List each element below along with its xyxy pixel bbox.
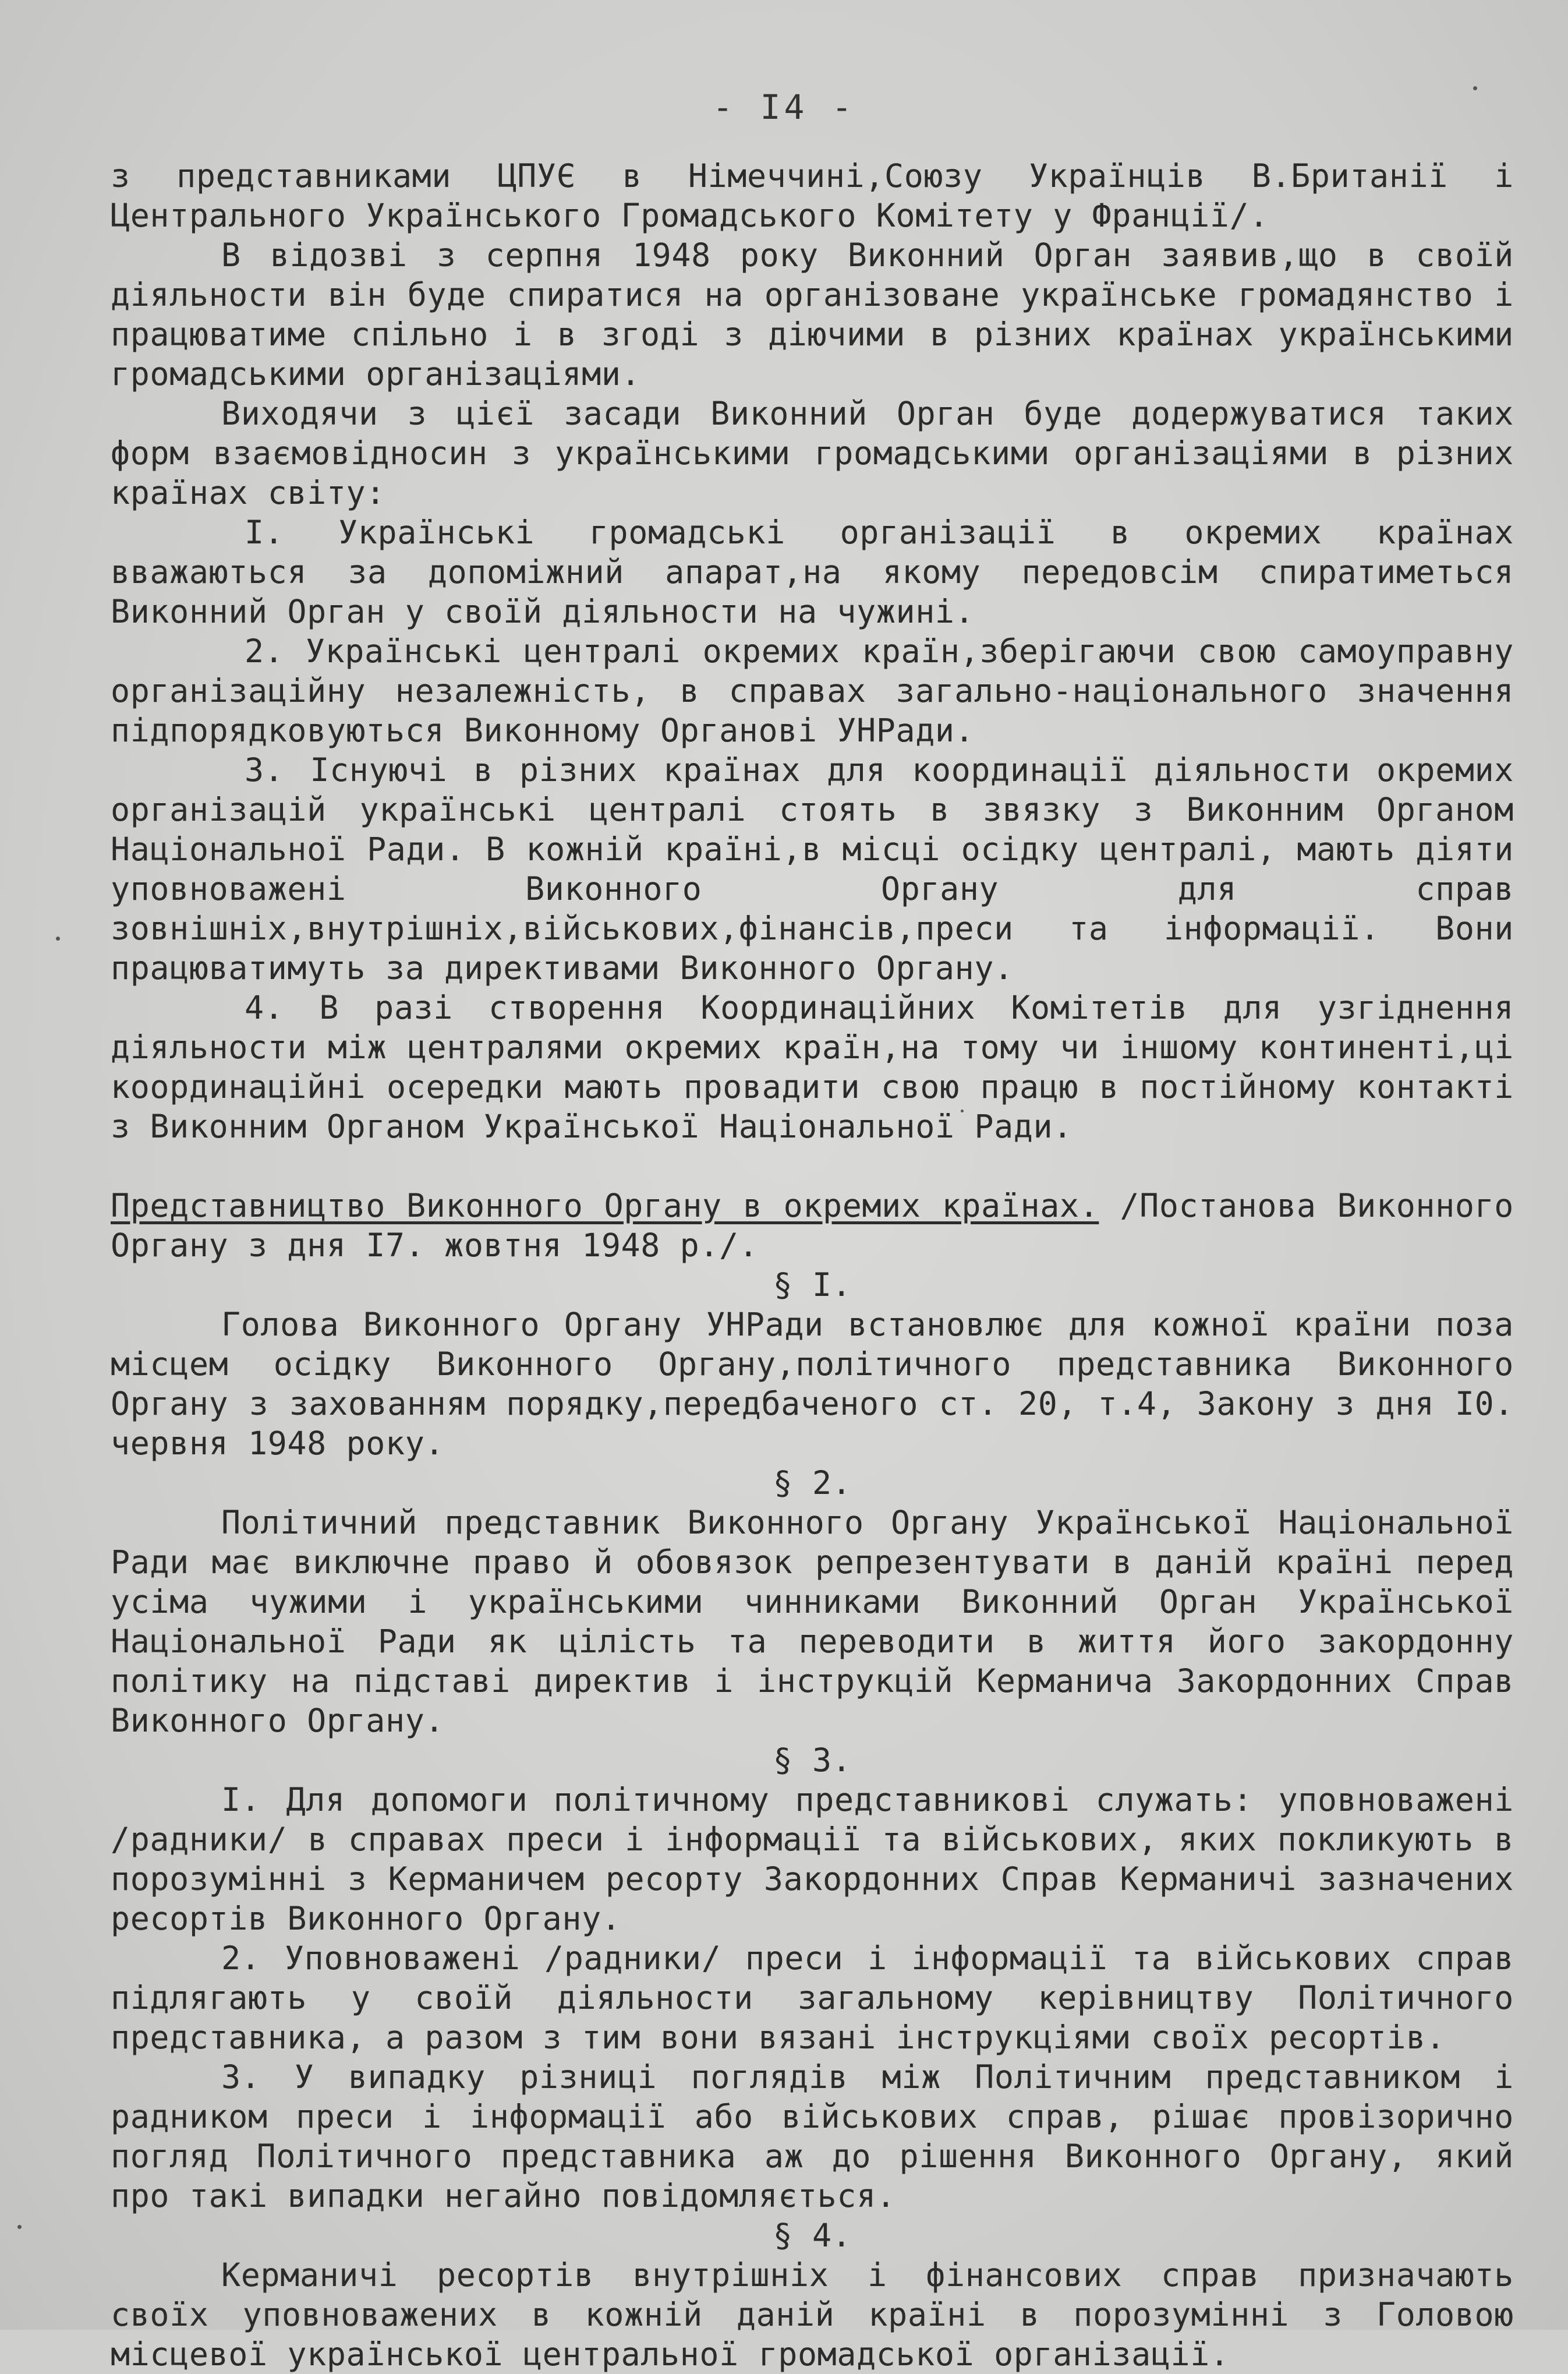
section-heading [111, 1186, 1514, 1265]
list-item: 2. Українські централі окремих країн,зберігаючи свою самоуправну організаційну незалежність, в справах загально-національного значення підпорядковуються Виконному Органові УНРади. [111, 633, 1514, 749]
paper-speck [17, 2225, 22, 2229]
list-item: 2. Уповноважені /радники/ преси і інформації та військових справ підлягають у своїй діяльности загальному керівництву Політичного представника, а разом з тим вони вязані інструкціями своїх ресортів. [111, 1940, 1514, 2056]
paragraph: Політичний представник Виконного Органу Української Національної Ради має виключне право й обовязок репрезентувати в даній країні перед усіма чужими і українськими чинниками Виконний Орган Української Національної Ради як цілість та переводити в життя його закордонну політику на підставі директив і інструкцій Керманича Закордонних Справ Виконного Органу. [111, 1504, 1514, 1739]
paragraph: Керманичі ресортів внутрішніх і фінансових справ призначають своїх уповноважених в кожній даній країні в порозумінні з Головою місцевої української центральної громадської організації. [111, 2256, 1514, 2373]
heading-note: /Постанова Виконного Органу з дня I7. жовтня 1948 р./. [111, 1187, 1514, 1264]
list-item: I. Українські громадські організації в окремих країнах вважаються за допоміжний апарат,на якому передовсім спиратиметься Виконний Орган у своїй діяльности на чужині. [111, 514, 1514, 630]
paragraph: з представниками ЦПУЄ в Німеччині,Союзу Українців В.Британії і Центрального Українського Громадського Комітету у Франції/. [111, 157, 1514, 234]
paragraph: Голова Виконного Органу УНРади встановлює для кожної країни поза місцем осідку Виконного Органу,політичного представника Виконного Органу з захованням порядку,передбаченого ст. 20, т.4, Закону з дня I0. червня 1948 року. [111, 1306, 1514, 1462]
section-mark: § 2. [773, 1464, 852, 1502]
list-item: 3. У випадку різниці поглядів між Політичним представником і радником преси і інформації або військових справ, рішає провізорично погляд Політичного представника аж до рішення Виконного Органу, який про такі випадки негайно повідомляється. [111, 2058, 1514, 2214]
list-item: 4. В разі створення Координаційних Комітетів для узгіднення діяльности між централями окремих країн,на тому чи іншому континенті,ці координаційні осередки мають провадити свою працю в постійному контакті з Виконним Органом Української Національної Ради. [111, 989, 1514, 1145]
heading-title: Представництво Виконного Органу в окремих країнах. [111, 1187, 1099, 1224]
page-number: - I4 - [712, 87, 856, 127]
paragraph: Виходячи з цієї засади Виконний Орган буде додержуватися таких форм взаємовідносин з українськими громадськими організаціями в різних країнах світу: [111, 395, 1514, 511]
paragraph: В відозві з серпня 1948 року Виконний Орган заявив,що в своїй діяльности він буде спиратися на організоване українське громадянство і працюватиме спільно і в згоді з діючими в різних країнах українськими громадськими організаціями. [111, 236, 1514, 393]
paper-speck [56, 937, 60, 941]
section-mark: § 4. [773, 2217, 852, 2254]
section-mark: § 3. [773, 1741, 852, 1779]
document-body [111, 156, 1514, 2374]
list-item: I. Для допомоги політичному представникові служать: уповноважені /радники/ в справах преси і інформації та військових, яких покликують в порозумінні з Керманичем ресорту Закордонних Справ Керманичі зазначених ресортів Виконного Органу. [111, 1781, 1514, 1937]
list-item: 3. Існуючі в різних країнах для координації діяльности окремих організацій українські централі стоять в звязку з Виконним Органом Національної Ради. В кожній країні,в місці осідку централі, мають діяти уповноважені Виконного Органу для справ зовнішніх,внутрішніх,військових,фінансів,преси та інформації. Вони працюватимуть за директивами Виконного Органу. [111, 751, 1514, 987]
section-mark: § I. [773, 1266, 852, 1303]
